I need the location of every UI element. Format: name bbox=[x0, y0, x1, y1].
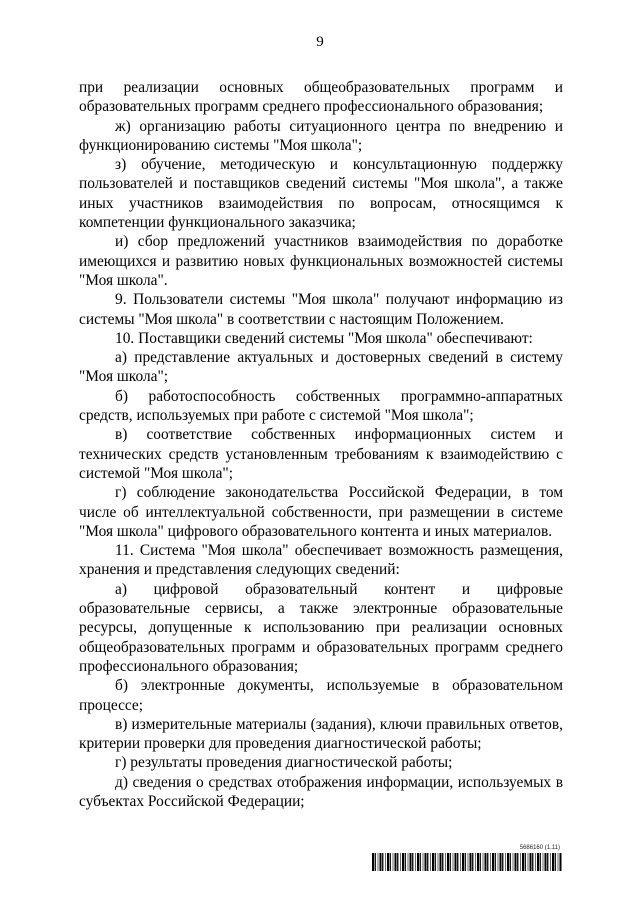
paragraph: при реализации основных общеобразовательных программ и образовательных программ среднего профессионального образования; bbox=[79, 79, 563, 116]
paragraph: 10. Поставщики сведений системы "Моя школа" обеспечивают: bbox=[115, 329, 533, 347]
page-number: 9 bbox=[316, 34, 324, 50]
paragraph: з) обучение, методическую и консультационную поддержку пользователей и поставщиков сведений системы "Моя школа", а также иных участников взаимодействия по вопросам, относящимся к компетенции функционального заказчика; bbox=[79, 156, 563, 232]
paragraph: а) цифровой образовательный контент и цифровые образовательные сервисы, а также электронные образовательные ресурсы, допущенные к использованию при реализации основных общеобразовательных программ и образовательных программ среднего профессионального образования; bbox=[79, 580, 563, 675]
paragraph: ж) организацию работы ситуационного центра по внедрению и функционированию системы "Моя школа"; bbox=[79, 117, 563, 154]
paragraph: в) соответствие собственных информационных систем и технических средств установленным требованиям к взаимодействию с системой "Моя школа"; bbox=[79, 426, 563, 482]
barcode bbox=[372, 853, 562, 871]
paragraph: б) работоспособность собственных программно-аппаратных средств, используемых при работе с системой "Моя школа"; bbox=[79, 387, 563, 425]
paragraph: и) сбор предложений участников взаимодействия по доработке имеющихся и развитию новых функциональных возможностей системы "Моя школа". bbox=[79, 233, 563, 289]
paragraph: а) представление актуальных и достоверных сведений в систему "Моя школа"; bbox=[79, 349, 563, 386]
paragraph: 9. Пользователи системы "Моя школа" получают информацию из системы "Моя школа" в соответствии с настоящим Положением. bbox=[79, 291, 563, 328]
paragraph: 11. Система "Моя школа" обеспечивает возможность размещения, хранения и представления следующих сведений: bbox=[79, 542, 563, 579]
paragraph: г) соблюдение законодательства Российской Федерации, в том числе об интеллектуальной собственности, при размещении в системе "Моя школа" цифрового образовательного контента и иных материалов. bbox=[79, 484, 563, 540]
paragraph: в) измерительные материалы (задания), ключи правильных ответов, критерии проверки для проведения диагностической работы; bbox=[79, 715, 563, 753]
paragraph: г) результаты проведения диагностической работы; bbox=[115, 754, 453, 772]
document-body bbox=[79, 78, 563, 811]
paragraph: д) сведения о средствах отображения информации, используемых в субъектах Российской Федерации; bbox=[79, 773, 563, 810]
paragraph: б) электронные документы, используемые в образовательном процессе; bbox=[79, 677, 563, 714]
document-code: 5686160 (1.11) bbox=[519, 845, 560, 851]
